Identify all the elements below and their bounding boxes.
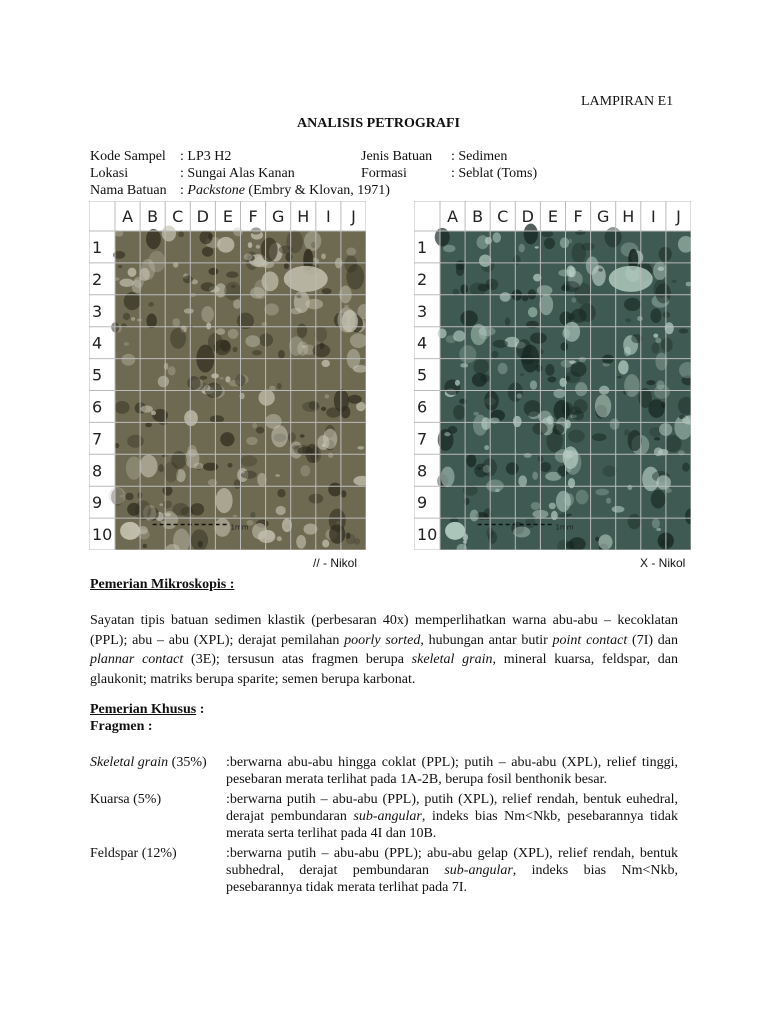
ppl-row-label: 6 (92, 397, 103, 417)
xpl-row-label: 8 (417, 461, 428, 481)
xpl-column-label: A (447, 207, 459, 226)
ppl-column-label: D (196, 207, 210, 226)
lokasi-value: : Sungai Alas Kanan (180, 166, 295, 181)
ppl-row-label: 1 (92, 237, 103, 257)
mikroskopis-paragraph: Sayatan tipis batuan sedimen klastik (perbesaran 40x) memperlihatkan warna abu-abu – kecoklatan (PPL); abu – abu (XPL); derajat pemilahan poorly sorted, hubungan antar butir point contact (7I) dan plannar contact (3E); tersusun atas fragmen berupa skeletal grain, mineral kuarsa, feldspar, dan glaukonit; matriks berupa sparite; semen berupa karbonat. (90, 613, 678, 687)
xpl-row-label: 9 (417, 493, 428, 513)
xpl-column-label: E (547, 207, 559, 226)
xpl-column-label: D (521, 207, 535, 226)
xpl-caption: X - Nikol (640, 556, 686, 570)
ppl-column-label: B (147, 207, 159, 226)
xpl-row-label: 6 (417, 397, 428, 417)
xpl-column-label: C (497, 207, 509, 226)
ppl-column-label: C (172, 207, 184, 226)
xpl-column-label: J (676, 207, 681, 226)
xpl-row-label: 2 (417, 269, 428, 289)
mikroskopis-heading: Pemerian Mikroskopis : (90, 577, 235, 592)
formasi-label: Formasi (361, 166, 407, 181)
ppl-row-label: 10 (92, 525, 113, 545)
ppl-row-label: 3 (92, 301, 103, 321)
ppl-row-label: 2 (92, 269, 103, 289)
khusus-heading: Pemerian Khusus : (90, 702, 205, 717)
xpl-column-label: B (472, 207, 484, 226)
skeletal-grain-description: :berwarna abu-abu hingga coklat (PPL); putih – abu-abu (XPL), relief tinggi, pesebaran merata terlihat pada 1A-2B, berupa fosil benthonik besar. (226, 755, 678, 787)
formasi-value: : Seblat (Toms) (451, 166, 538, 181)
lokasi-label: Lokasi (90, 166, 129, 181)
ppl-column-label: G (271, 207, 285, 226)
xpl-photomicrograph-grid (414, 201, 691, 550)
ppl-row-label: 7 (92, 429, 103, 449)
ppl-column-label: I (325, 207, 331, 226)
xpl-column-label: I (650, 207, 656, 226)
ppl-column-label: A (122, 207, 134, 226)
xpl-scale-label: 1mm (555, 523, 574, 532)
xpl-row-label: 4 (417, 333, 428, 353)
ppl-row-label: 9 (92, 493, 103, 513)
xpl-column-label: F (573, 207, 583, 226)
lampiran-label: LAMPIRAN E1 (581, 94, 674, 109)
kuarsa-label: Kuarsa (5%) (90, 792, 162, 807)
fragmen-heading: Fragmen : (90, 719, 153, 734)
xpl-row-label: 5 (417, 365, 428, 385)
kode-sampel-value: : LP3 H2 (180, 149, 232, 164)
xpl-row-label: 7 (417, 429, 428, 449)
ppl-row-label: 8 (92, 461, 103, 481)
ppl-photomicrograph-grid (89, 201, 366, 550)
ppl-scale-label: 1mm (230, 523, 249, 532)
ppl-column-label: J (351, 207, 356, 226)
xpl-row-label: 3 (417, 301, 428, 321)
feldspar-description: :berwarna putih – abu-abu (PPL); abu-abu gelap (XPL), relief rendah, bentuk subhedral, derajat pembundaran sub-angular, indeks bias Nm<Nkb, pesebarannya tidak merata terlihat pada 7I. (226, 846, 679, 895)
xpl-row-label: 10 (417, 525, 438, 545)
ppl-column-label: H (297, 207, 310, 226)
ppl-column-label: F (248, 207, 258, 226)
xpl-column-label: H (622, 207, 635, 226)
ppl-row-label: 5 (92, 365, 103, 385)
ppl-column-label: E (222, 207, 234, 226)
kuarsa-description: :berwarna putih – abu-abu (PPL), putih (XPL), relief rendah, bentuk euhedral, derajat pembundaran sub-angular, indeks bias Nm<Nkb, pesebarannya tidak merata serta terlihat pada 4I dan 10B. (226, 792, 678, 841)
page-title: ANALISIS PETROGRAFI (297, 116, 460, 131)
nama-batuan-value: : Packstone (Embry & Klovan, 1971) (180, 183, 390, 198)
xpl-column-label: G (596, 207, 610, 226)
ppl-row-label: 4 (92, 333, 103, 353)
skeletal-grain-label: Skeletal grain (35%) (90, 755, 207, 770)
kode-sampel-label: Kode Sampel (90, 149, 166, 164)
ppl-caption: // - Nikol (313, 556, 358, 570)
jenis-batuan-value: : Sedimen (451, 149, 508, 164)
nama-batuan-label: Nama Batuan (90, 183, 167, 198)
xpl-row-label: 1 (417, 237, 428, 257)
feldspar-label: Feldspar (12%) (90, 846, 177, 861)
jenis-batuan-label: Jenis Batuan (361, 149, 433, 164)
